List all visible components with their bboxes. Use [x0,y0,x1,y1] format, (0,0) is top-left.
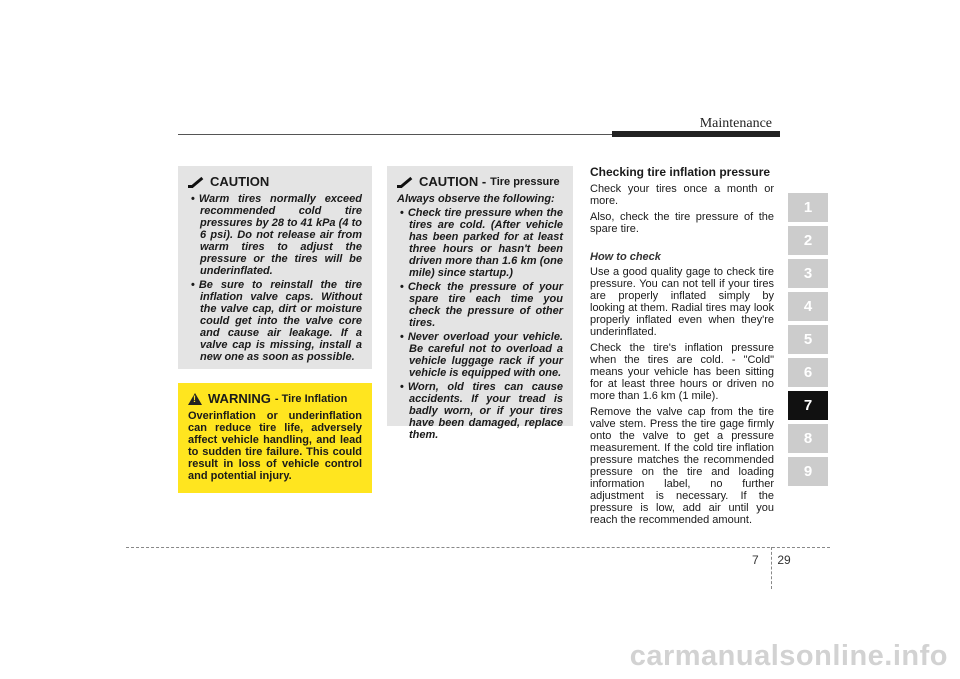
caution-item: • Check the pressure of your spare tire each time you check the pressure of other tires. [397,281,563,329]
caution-list [188,193,362,363]
chapter-tab-6[interactable]: 6 [788,358,828,387]
chapter-tab-9[interactable]: 9 [788,457,828,486]
caution-tire-pressure-title: CAUTION - Tire pressure [397,174,563,189]
chapter-tab-7[interactable]: 7 [788,391,828,420]
chapter-tabs [788,193,828,490]
warning-title: ! WARNING - Tire Inflation [188,391,362,406]
pencil-icon [397,176,413,188]
caution-item: • Worn, old tires can cause accidents. If your tread is badly worn, or if your tires have been damaged, replace them. [397,381,563,441]
chapter-tab-1[interactable]: 1 [788,193,828,222]
paragraph: Use a good quality gage to check tire pressure. You can not tell if your tires are properly inflated simply by looking at them. Radial tires may look properly inflated even when they're underinflated. [590,266,774,338]
warning-box [178,383,372,493]
chapter-tab-5[interactable]: 5 [788,325,828,354]
caution-item: • Be sure to reinstall the tire inflation valve caps. Without the valve cap, dirt or moisture could get into the valve core and cause air leakage. If a valve cap is missing, install a new one as soon as possible. [188,279,362,363]
caution-tire-pressure-list [397,207,563,441]
caution-item: • Warm tires normally exceed recommended cold tire pressures by 28 to 41 kPa (4 to 6 psi). Do not release air from warm tires to adjust the pressure or the tires will be underinflated. [188,193,362,277]
footer-rule [126,547,830,548]
chapter-tab-8[interactable]: 8 [788,424,828,453]
caution-item: • Never overload your vehicle. Be careful not to overload a vehicle luggage rack if your vehicle is equipped with one. [397,331,563,379]
watermark: carmanualsonline.info [629,640,948,672]
paragraph: Also, check the tire pressure of the spare tire. [590,211,774,235]
warning-body: Overinflation or underinflation can reduce tire life, adversely affect vehicle handling, and lead to sudden tire failure. This could result in loss of vehicle control and potential injury. [188,410,362,482]
page-number-value: 29 [777,553,791,567]
caution-box [178,166,372,369]
warning-triangle-icon [188,393,202,405]
caution-tire-pressure-box [387,166,573,441]
main-column [590,166,774,530]
section-title: Maintenance [699,116,772,131]
chapter-tab-4[interactable]: 4 [788,292,828,321]
paragraph: Remove the valve cap from the tire valve stem. Press the tire gage firmly onto the valve to get a pressure measurement. If the cold tire inflation pressure matches the recommended pressure on the tire and loading information label, no further adjustment is necessary. If the pressure is low, add air until you reach the recommended amount. [590,406,774,526]
caution-item: • Check tire pressure when the tires are cold. (After vehicle has been parked for at least three hours or hasn't been driven more than 1.6 km (one mile) since startup.) [397,207,563,279]
subheading: How to check [590,251,661,263]
chapter-tab-3[interactable]: 3 [788,259,828,288]
pencil-icon [188,176,204,188]
caution-intro: Always observe the following: [397,193,555,205]
page-number [752,553,791,567]
header-bar [612,131,780,137]
caution-title: CAUTION [188,174,362,189]
paragraph: Check the tire's inflation pressure when the tires are cold. - "Cold" means your vehicle has been sitting for at least three hours or driven no more than 1.6 km (1 mile). [590,342,774,402]
section-heading: Checking tire inflation pressure [590,165,771,179]
paragraph: Check your tires once a month or more. [590,183,774,207]
chapter-tab-2[interactable]: 2 [788,226,828,255]
chapter-number: 7 [752,553,759,567]
